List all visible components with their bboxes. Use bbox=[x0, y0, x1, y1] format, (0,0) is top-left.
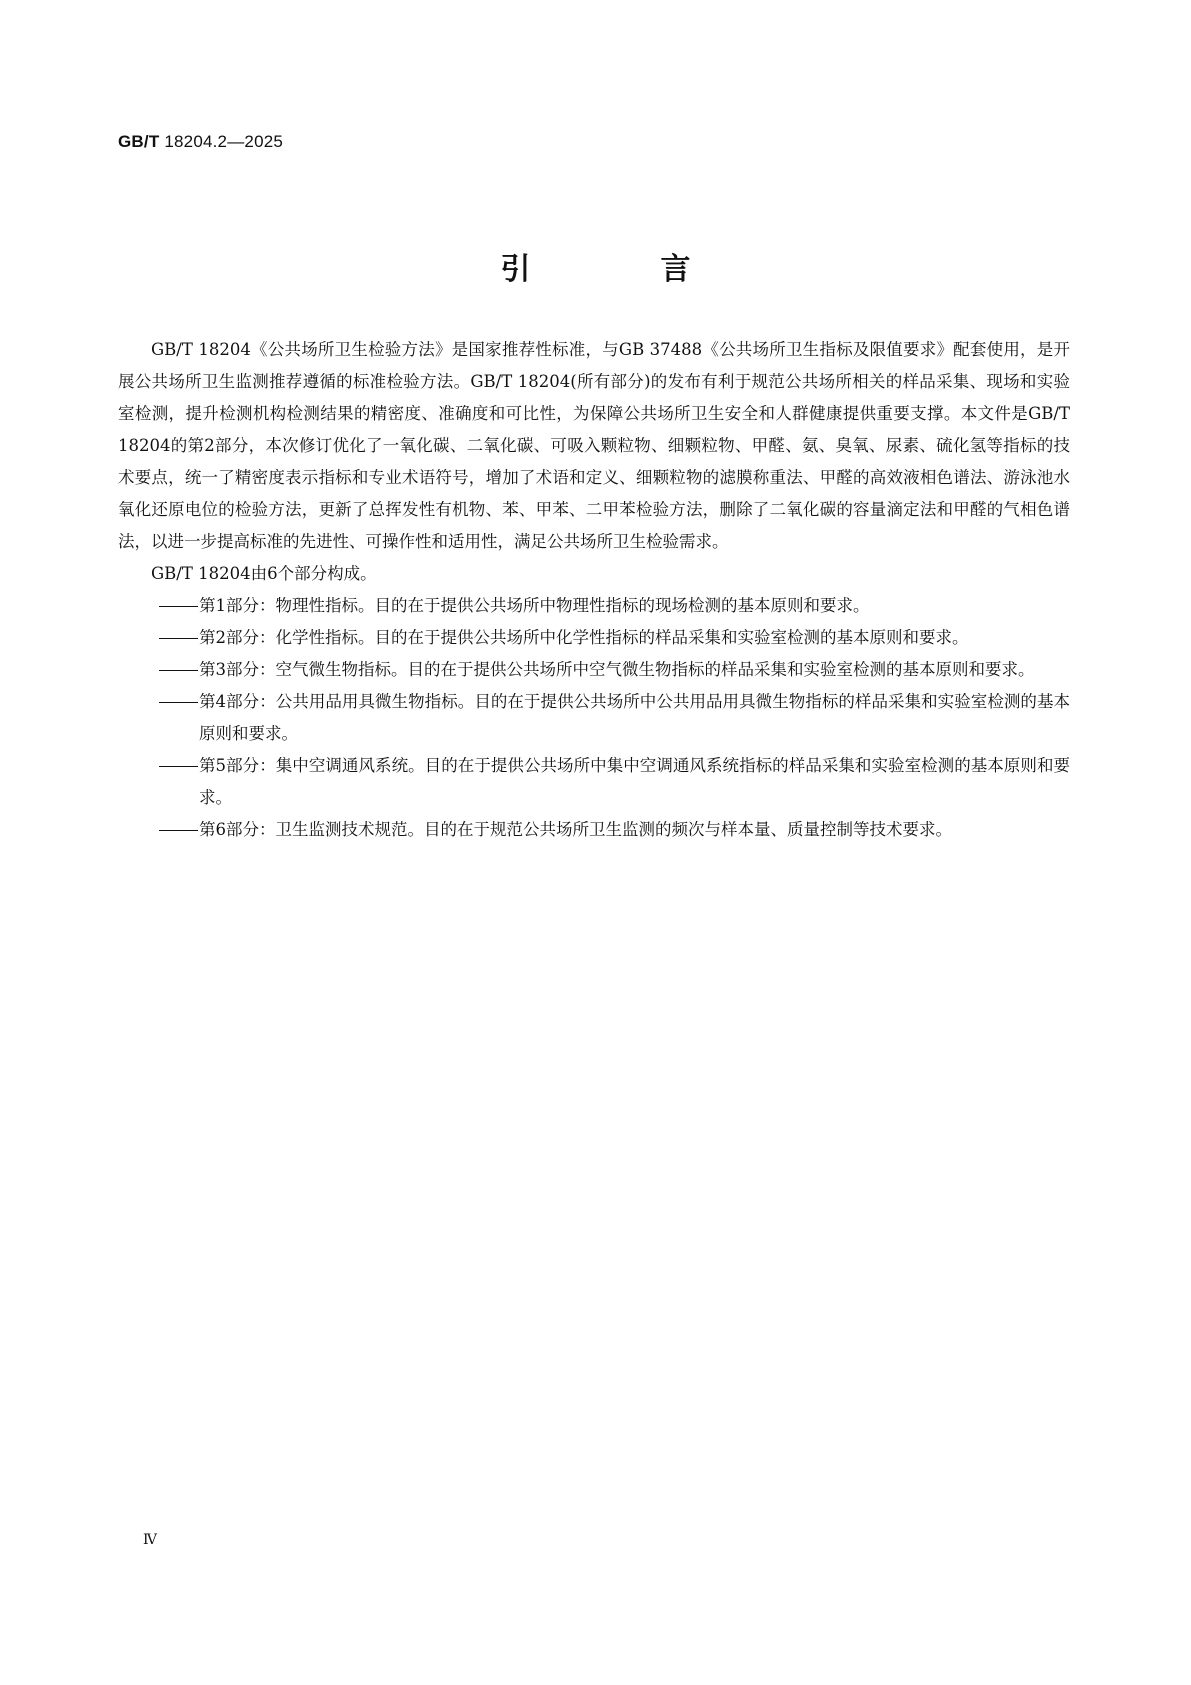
part-description: 目的在于提供公共场所中物理性指标的现场检测的基本原则和要求。 bbox=[374, 596, 870, 615]
intro-paragraph: GB/T 18204《公共场所卫生检验方法》是国家推荐性标准，与GB 37488《公共场所卫生指标及限值要求》配套使用，是开展公共场所卫生监测推荐遵循的标准检验方法。GB/T 18204(所有部分)的发布有利于规范公共场所相关的样品采集、现场和实验室检测，提升检测机构检测结果的精密度、准确度和可比性，为保障公共场所卫生安全和人群健康提供重要支撑。本文件是GB/T 18204的第2部分，本次修订优化了一氧化碳、二氧化碳、可吸入颗粒物、细颗粒物、甲醛、氨、臭氧、尿素、硫化氢等指标的技术要点，统一了精密度表示指标和专业术语符号，增加了术语和定义、细颗粒物的滤膜称重法、甲醛的高效液相色谱法、游泳池水氧化还原电位的检验方法，更新了总挥发性有机物、苯、甲苯、二甲苯检验方法，删除了二氧化碳的容量滴定法和甲醛的气相色谱法，以进一步提高标准的先进性、可操作性和适用性，满足公共场所卫生检验需求。 bbox=[118, 340, 1070, 551]
part-item-4 bbox=[118, 686, 1070, 750]
section-title: 引 言 bbox=[500, 252, 741, 287]
parts-summary: GB/T 18204由6个部分构成。 bbox=[151, 564, 377, 583]
dash-marker bbox=[156, 686, 199, 718]
document-code bbox=[118, 132, 283, 152]
part-label: 第3部分：空气微生物指标。 bbox=[199, 660, 408, 679]
dash-marker bbox=[156, 814, 199, 846]
part-item-2 bbox=[118, 622, 1070, 654]
part-label: 第2部分：化学性指标。 bbox=[199, 628, 375, 647]
part-label: 第1部分：物理性指标。 bbox=[199, 596, 375, 615]
dash-marker bbox=[156, 750, 199, 782]
part-item-5 bbox=[118, 750, 1070, 814]
part-label: 第6部分：卫生监测技术规范。 bbox=[199, 820, 424, 839]
dash-marker bbox=[156, 622, 199, 654]
part-description: 目的在于提供公共场所中公共用品用具微生物指标的样品采集和实验室检测的基本原则和要求。 bbox=[199, 692, 1071, 743]
part-description: 目的在于提供公共场所中化学性指标的样品采集和实验室检测的基本原则和要求。 bbox=[374, 628, 969, 647]
dash-marker bbox=[156, 654, 199, 686]
part-item-3 bbox=[118, 654, 1070, 686]
part-label: 第4部分：公共用品用具微生物指标。 bbox=[199, 692, 475, 711]
part-label: 第5部分：集中空调通风系统。 bbox=[199, 756, 425, 775]
document-body bbox=[118, 334, 1070, 846]
part-item-6 bbox=[118, 814, 1070, 846]
page-number: Ⅳ bbox=[143, 1532, 157, 1548]
part-item-1 bbox=[118, 590, 1070, 622]
part-description: 目的在于提供公共场所中空气微生物指标的样品采集和实验室检测的基本原则和要求。 bbox=[407, 660, 1035, 679]
part-description: 目的在于规范公共场所卫生监测的频次与样本量、质量控制等技术要求。 bbox=[424, 820, 952, 839]
dash-marker bbox=[156, 590, 199, 622]
part-description: 目的在于提供公共场所中集中空调通风系统指标的样品采集和实验室检测的基本原则和要求。 bbox=[199, 756, 1070, 807]
document-code-number: 18204.2—2025 bbox=[164, 132, 284, 151]
document-code-prefix: GB/T bbox=[118, 132, 160, 151]
